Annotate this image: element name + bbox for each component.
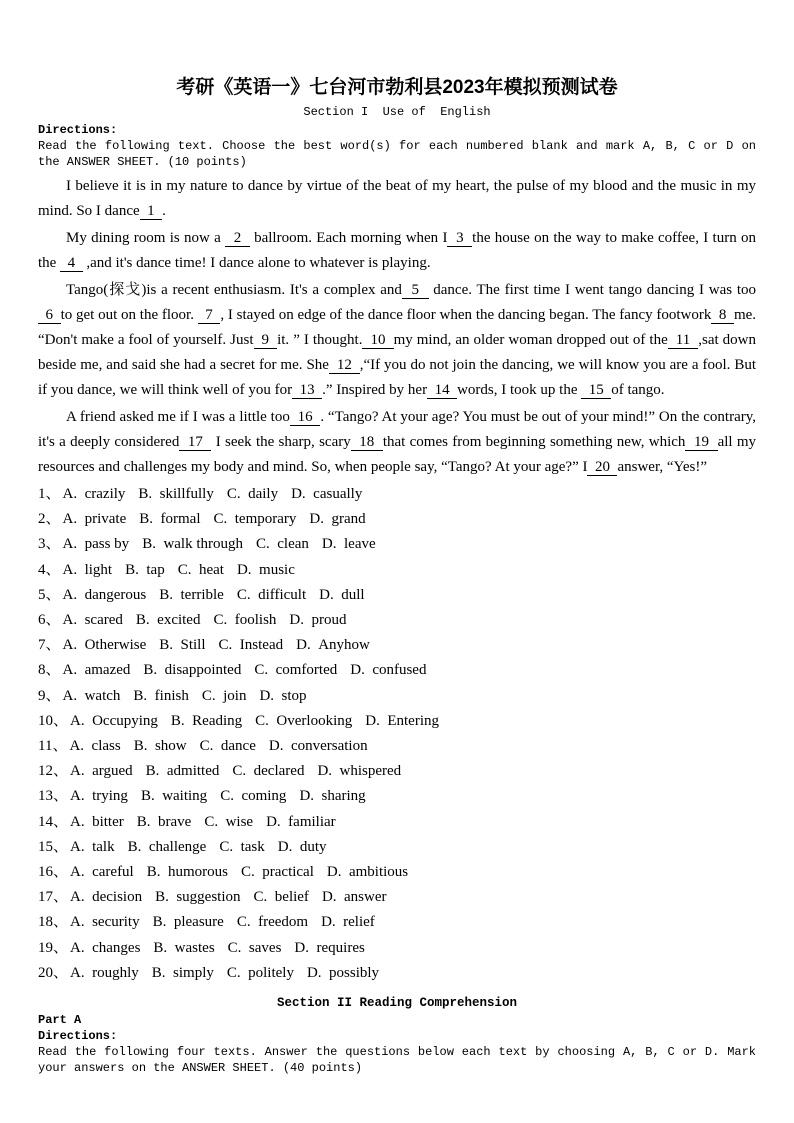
cloze-blank-14: 14 bbox=[427, 382, 458, 398]
question-3-option-B: B. walk through bbox=[142, 536, 244, 553]
question-4 bbox=[38, 558, 756, 583]
question-11-option-D: D. conversation bbox=[268, 738, 368, 755]
question-7-option-A: A. Otherwise bbox=[62, 637, 147, 654]
question-10-option-D: D. Entering bbox=[365, 712, 439, 729]
question-13-option-C: C. coming bbox=[220, 788, 287, 805]
question-6-option-B: B. excited bbox=[135, 612, 201, 629]
question-12-option-A: A. argued bbox=[70, 763, 133, 780]
question-3-option-C: C. clean bbox=[256, 536, 309, 553]
question-number: 4、 bbox=[38, 561, 61, 578]
question-15-option-D: D. duty bbox=[277, 838, 327, 855]
question-15-option-A: A. talk bbox=[70, 838, 115, 855]
question-number: 6、 bbox=[38, 612, 61, 629]
question-number: 13、 bbox=[38, 788, 69, 805]
question-4-option-C: C. heat bbox=[177, 561, 224, 578]
question-9-option-D: D. stop bbox=[259, 687, 307, 704]
question-4-option-D: D. music bbox=[236, 561, 295, 578]
question-11-option-B: B. show bbox=[133, 738, 187, 755]
cloze-blank-10: 10 bbox=[362, 332, 394, 348]
section2-directions-label: Directions: bbox=[38, 1029, 118, 1044]
cloze-blank-15: 15 bbox=[581, 382, 612, 398]
question-19-option-B: B. wastes bbox=[153, 939, 215, 956]
question-1-option-A: A. crazily bbox=[62, 486, 126, 502]
question-8-option-B: B. disappointed bbox=[143, 662, 242, 679]
question-number: 18、 bbox=[38, 914, 69, 931]
cloze-blank-8: 8 bbox=[711, 307, 734, 323]
question-15-option-B: B. challenge bbox=[127, 838, 207, 855]
question-13 bbox=[38, 784, 756, 809]
question-13-option-D: D. sharing bbox=[299, 788, 366, 805]
question-17-option-A: A. decision bbox=[70, 889, 143, 906]
section2-directions-text: Read the following four texts. Answer the questions below each text by choosing A, B, C or D. Mark your answers on the ANSWER SHEET. (40 points) bbox=[38, 1045, 756, 1076]
question-12-option-D: D. whispered bbox=[317, 763, 402, 780]
question-9-option-A: A. watch bbox=[62, 687, 121, 704]
question-number: 1、 bbox=[38, 486, 61, 502]
question-1-option-D: D. casually bbox=[291, 486, 363, 502]
cloze-blank-2: 2 bbox=[225, 230, 250, 246]
question-5-option-C: C. difficult bbox=[236, 586, 307, 603]
question-7-option-C: C. Instead bbox=[218, 637, 284, 654]
section2-part-label: Part A bbox=[38, 1013, 82, 1028]
questions-list bbox=[38, 482, 756, 986]
cloze-blank-19: 19 bbox=[685, 434, 718, 450]
question-15 bbox=[38, 835, 756, 860]
question-12 bbox=[38, 759, 756, 784]
question-17-option-B: B. suggestion bbox=[155, 889, 241, 906]
question-20-option-D: D. possibly bbox=[306, 964, 380, 981]
question-20-option-A: A. roughly bbox=[70, 964, 139, 981]
question-11-option-C: C. dance bbox=[199, 738, 256, 755]
question-number: 14、 bbox=[38, 813, 69, 830]
cloze-blank-1: 1 bbox=[139, 203, 163, 219]
question-18-option-B: B. pleasure bbox=[152, 914, 224, 931]
section1-directions-text: Read the following text. Choose the best word(s) for each numbered blank and mark A, B, C or D on the ANSWER SHEET. (10 points) bbox=[38, 139, 756, 169]
question-2-option-B: B. formal bbox=[139, 511, 201, 528]
question-16-option-B: B. humorous bbox=[146, 864, 228, 881]
question-6-option-D: D. proud bbox=[289, 612, 347, 629]
question-8-option-D: D. confused bbox=[350, 662, 427, 679]
question-4-option-B: B. tap bbox=[125, 561, 165, 578]
question-20 bbox=[38, 961, 756, 986]
question-14 bbox=[38, 810, 756, 835]
question-17-option-D: D. answer bbox=[321, 889, 387, 906]
cloze-blank-6: 6 bbox=[38, 307, 61, 323]
question-2 bbox=[38, 507, 756, 532]
question-5-option-A: A. dangerous bbox=[62, 586, 147, 603]
cloze-passage bbox=[38, 174, 756, 480]
cloze-paragraph-1: I believe it is in my nature to dance by virtue of the beat of my heart, the pulse of my blood and the music in my mind. So I dance 1 . bbox=[38, 178, 756, 219]
question-6-option-A: A. scared bbox=[62, 612, 123, 629]
cloze-blank-16: 16 bbox=[289, 409, 321, 425]
cloze-blank-13: 13 bbox=[292, 382, 323, 398]
question-16-option-C: C. practical bbox=[241, 864, 314, 881]
question-10-option-B: B. Reading bbox=[170, 712, 243, 729]
question-14-option-C: C. wise bbox=[204, 813, 254, 830]
question-18 bbox=[38, 910, 756, 935]
question-12-option-B: B. admitted bbox=[145, 763, 220, 780]
question-1 bbox=[38, 482, 756, 507]
question-7-option-B: B. Still bbox=[159, 637, 206, 654]
question-16 bbox=[38, 860, 756, 885]
question-13-option-A: A. trying bbox=[70, 788, 128, 805]
question-10 bbox=[38, 709, 756, 734]
cloze-blank-20: 20 bbox=[587, 459, 618, 475]
cloze-paragraph-3: Tango(探戈)is a recent enthusiasm. It's a complex and 5 dance. The first time I went tango dancing I was too 6 to get out on the floor. 7 , I stayed on edge of the dance floor when the dancing began. The fancy footwork 8 me. “Don't make a fool of yourself. Just 9 it. ” I thought. 10 my mind, an older woman dropped out of the 11 ,sat down beside me, and said she had a secret for me. She 12 ,“If you do not join the dancing, we will know you are a fool. But if you dance, we will think well of you for 13 .” Inspired by her 14 words, I took up the 15 of tango. bbox=[38, 282, 757, 398]
question-number: 19、 bbox=[38, 939, 69, 956]
question-3 bbox=[38, 532, 756, 557]
cloze-blank-7: 7 bbox=[197, 307, 221, 323]
question-number: 20、 bbox=[38, 964, 69, 981]
question-1-option-B: B. skillfully bbox=[138, 486, 214, 502]
question-19-option-C: C. saves bbox=[227, 939, 282, 956]
question-14-option-D: D. familiar bbox=[266, 813, 336, 830]
question-5-option-D: D. dull bbox=[319, 586, 365, 603]
section1-heading: Section I Use of English bbox=[303, 105, 491, 119]
question-10-option-C: C. Overlooking bbox=[255, 712, 353, 729]
question-6-option-C: C. foolish bbox=[213, 612, 277, 629]
question-number: 8、 bbox=[38, 662, 61, 679]
cloze-blank-11: 11 bbox=[667, 332, 699, 348]
question-2-option-C: C. temporary bbox=[213, 511, 297, 528]
question-14-option-A: A. bitter bbox=[70, 813, 124, 830]
question-17-option-C: C. belief bbox=[253, 889, 309, 906]
question-8-option-C: C. comforted bbox=[254, 662, 338, 679]
cloze-blank-18: 18 bbox=[350, 434, 383, 450]
question-19-option-D: D. requires bbox=[294, 939, 365, 956]
question-2-option-D: D. grand bbox=[309, 511, 366, 528]
question-number: 9、 bbox=[38, 687, 61, 704]
question-20-option-B: B. simply bbox=[151, 964, 214, 981]
question-13-option-B: B. waiting bbox=[140, 788, 208, 805]
question-20-option-C: C. politely bbox=[226, 964, 294, 981]
question-5-option-B: B. terrible bbox=[159, 586, 224, 603]
question-16-option-D: D. ambitious bbox=[326, 864, 409, 881]
question-number: 7、 bbox=[38, 637, 61, 654]
question-1-option-C: C. daily bbox=[226, 486, 279, 502]
question-5 bbox=[38, 583, 756, 608]
question-number: 16、 bbox=[38, 864, 69, 881]
question-19-option-A: A. changes bbox=[70, 939, 141, 956]
cloze-blank-4: 4 bbox=[60, 255, 83, 271]
question-18-option-D: D. relief bbox=[321, 914, 375, 931]
question-14-option-B: B. brave bbox=[136, 813, 192, 830]
question-number: 5、 bbox=[38, 586, 61, 603]
question-17 bbox=[38, 885, 756, 910]
question-6 bbox=[38, 608, 756, 633]
question-number: 17、 bbox=[38, 889, 69, 906]
question-8-option-A: A. amazed bbox=[62, 662, 131, 679]
question-4-option-A: A. light bbox=[62, 561, 113, 578]
question-19 bbox=[38, 936, 756, 961]
question-9-option-B: B. finish bbox=[133, 687, 189, 704]
question-11-option-A: A. class bbox=[69, 738, 121, 755]
question-10-option-A: A. Occupying bbox=[70, 712, 158, 729]
cloze-blank-12: 12 bbox=[328, 357, 360, 373]
section1-directions-label: Directions: bbox=[38, 123, 118, 137]
question-number: 11、 bbox=[38, 738, 68, 755]
question-7 bbox=[38, 633, 756, 658]
question-number: 15、 bbox=[38, 838, 69, 855]
question-3-option-A: A. pass by bbox=[62, 536, 130, 553]
question-18-option-C: C. freedom bbox=[236, 914, 309, 931]
question-16-option-A: A. careful bbox=[70, 864, 134, 881]
question-11 bbox=[38, 734, 756, 759]
question-12-option-C: C. declared bbox=[232, 763, 305, 780]
question-8 bbox=[38, 658, 756, 683]
cloze-paragraph-2: My dining room is now a 2 ballroom. Each morning when I 3 the house on the way to make coffee, I turn on the 4 ,and it's dance time! I dance alone to whatever is playing. bbox=[38, 230, 757, 271]
cloze-paragraph-4: A friend asked me if I was a little too 16 . “Tango? At your age? You must be out of your mind!” On the contrary, it's a deeply considered 17 I seek the sharp, scary 18 that comes from beginning something new, which 19 all my resources and challenges my body and mind. So, when people say, “Tango? At your age?” I 20 answer, “Yes!” bbox=[38, 409, 757, 475]
cloze-blank-3: 3 bbox=[447, 230, 473, 246]
cloze-blank-9: 9 bbox=[253, 332, 278, 348]
question-number: 2、 bbox=[38, 511, 61, 528]
question-number: 10、 bbox=[38, 712, 69, 729]
question-9 bbox=[38, 684, 756, 709]
question-3-option-D: D. leave bbox=[321, 536, 376, 553]
question-number: 3、 bbox=[38, 536, 61, 553]
cloze-blank-17: 17 bbox=[179, 434, 212, 450]
question-number: 12、 bbox=[38, 763, 69, 780]
question-9-option-C: C. join bbox=[201, 687, 247, 704]
question-7-option-D: D. Anyhow bbox=[296, 637, 370, 654]
question-2-option-A: A. private bbox=[62, 511, 127, 528]
page-title: 考研《英语一》七台河市勃利县2023年模拟预测试卷 bbox=[176, 77, 618, 98]
cloze-blank-5: 5 bbox=[401, 282, 429, 298]
question-15-option-C: C. task bbox=[219, 838, 265, 855]
question-18-option-A: A. security bbox=[70, 914, 140, 931]
section2-heading: Section II Reading Comprehension bbox=[276, 996, 518, 1011]
